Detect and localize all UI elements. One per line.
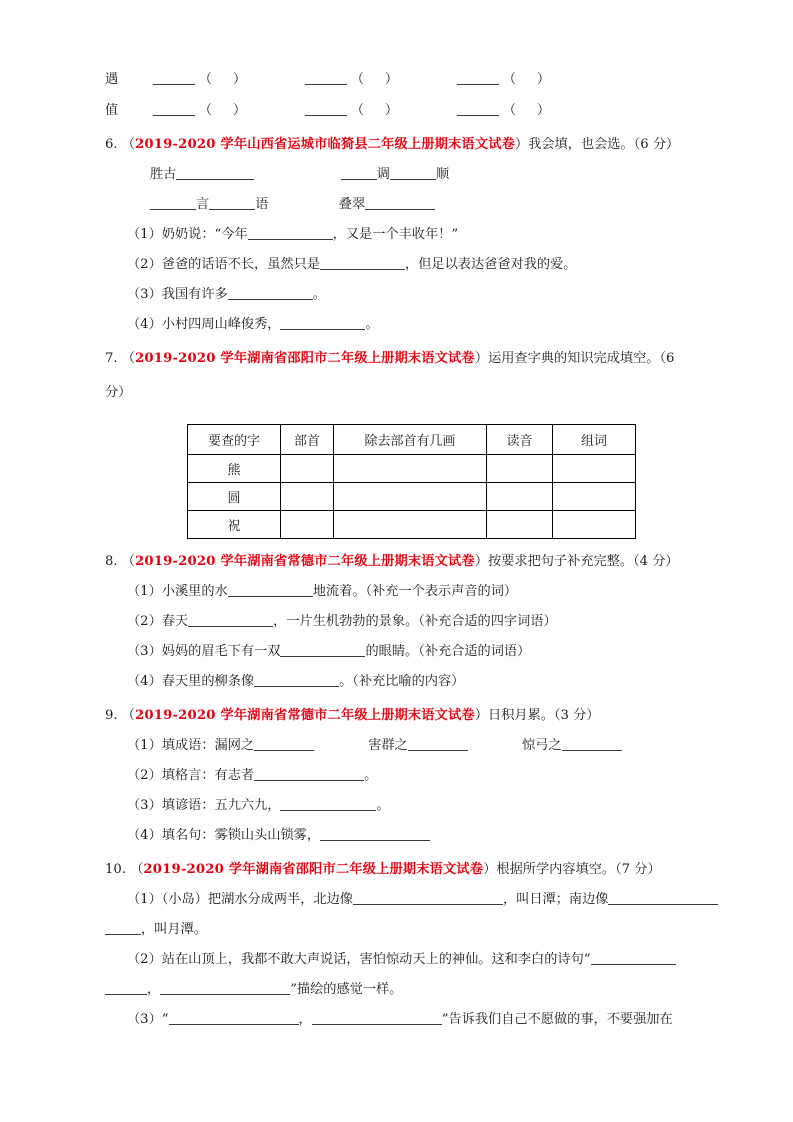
idiom-mid: 言 <box>196 197 210 212</box>
question-prompt: 按要求把句子补充完整。（4 分） <box>488 554 679 569</box>
q8-item-2 <box>105 607 711 637</box>
item-label: （4） <box>127 317 162 332</box>
blank-line[interactable] <box>105 921 141 935</box>
item-text-before: 奶奶说：“今年 <box>161 227 248 242</box>
question-number: 9. <box>105 708 118 723</box>
blank-line[interactable] <box>341 166 377 180</box>
item-text-mid: ，叫日潭；南边像 <box>502 892 609 907</box>
table-header-cell: 组词 <box>553 425 636 455</box>
blank-line[interactable] <box>408 737 468 751</box>
row-char: 遇 <box>105 72 119 87</box>
q6-item-3 <box>105 280 711 310</box>
item-label: （2） <box>127 614 162 629</box>
paren-group: （ ） <box>502 103 551 118</box>
item-label: （2） <box>127 257 162 272</box>
paren-group: （ ） <box>198 72 247 87</box>
question-prompt-continued: 分） <box>105 385 132 400</box>
question-7-prompt-wrap <box>105 378 711 408</box>
blank-line[interactable] <box>105 981 147 995</box>
continuation-row-zhi <box>105 95 711 126</box>
q8-item-4 <box>105 667 711 697</box>
q10-item-1 <box>105 885 711 915</box>
blank-line[interactable] <box>280 797 376 811</box>
item-label: （1） <box>127 227 162 242</box>
idiom-prefix: 胜古 <box>150 167 177 182</box>
item-label: （2） <box>127 768 162 783</box>
item-text-after: 。（补充比喻的内容） <box>339 674 465 689</box>
item-text-after: ，又是一个丰收年！” <box>332 227 459 242</box>
table-header-cell: 部首 <box>281 425 334 455</box>
exam-source-label: 2019-2020 学年湖南省邵阳市二年级上册期末语文试卷 <box>134 351 475 366</box>
item-text-before: 填名句：雾锁山头山锁雾， <box>161 828 321 843</box>
blank-line[interactable] <box>188 613 273 627</box>
table-cell-char: 圆 <box>188 483 281 511</box>
item-label: （3） <box>127 287 162 302</box>
question-number: 7. <box>105 351 118 366</box>
q10-item-1-wrap <box>105 915 711 945</box>
dictionary-table-wrapper <box>105 424 711 539</box>
table-cell-input[interactable] <box>334 455 487 483</box>
table-cell-input[interactable] <box>281 511 334 539</box>
blank-line[interactable] <box>176 166 254 180</box>
item-label: （3） <box>127 1012 162 1027</box>
question-number: 10. <box>105 862 126 877</box>
question-9-header <box>105 701 711 731</box>
table-cell-input[interactable] <box>281 483 334 511</box>
item-text-before: 填谚语：五九六九， <box>161 798 281 813</box>
table-cell-input[interactable] <box>553 511 636 539</box>
item-text-before: 填成语：漏网之 <box>161 738 255 753</box>
q10-item-3 <box>105 1005 711 1035</box>
item-text-mid-2: 惊弓之 <box>522 738 562 753</box>
item-text-after: ，但足以表达爸爸对我的爱。 <box>405 257 577 272</box>
item-text-after: ”告诉我们自己不愿做的事，不要强加在 <box>441 1012 673 1027</box>
blank-line[interactable] <box>280 316 365 330</box>
item-text-after: 地流着。（补充一个表示声音的词） <box>312 584 518 599</box>
paren-open: （ <box>121 351 135 366</box>
paren-open: （ <box>121 137 135 152</box>
question-prompt: 日积月累。（3 分） <box>488 708 600 723</box>
blank-line[interactable] <box>305 71 347 85</box>
blank-line[interactable] <box>254 737 314 751</box>
exam-source-label: 2019-2020 学年山西省运城市临猗县二年级上册期末语文试卷 <box>134 137 515 152</box>
blank-line[interactable] <box>153 102 195 116</box>
table-header-cell: 读音 <box>487 425 553 455</box>
table-cell-input[interactable] <box>553 455 636 483</box>
item-text-wrap-mid: ， <box>147 982 161 997</box>
q8-item-3 <box>105 637 711 667</box>
item-text-before: 春天里的柳条像 <box>161 674 255 689</box>
item-label: （3） <box>127 798 162 813</box>
paren-group: （ ） <box>350 103 399 118</box>
q6-idiom-row-2 <box>105 190 711 220</box>
q10-item-2 <box>105 945 711 975</box>
blank-line[interactable] <box>562 737 622 751</box>
question-prompt: 运用查字典的知识完成填空。（6 <box>488 351 675 366</box>
blank-line[interactable] <box>312 1011 442 1025</box>
item-text-after: 。 <box>312 287 326 302</box>
item-text-before: 小溪里的水 <box>161 584 228 599</box>
item-text-before: 站在山顶上，我都不敢大声说话，害怕惊动天上的神仙。这和李白的诗句“ <box>161 952 591 967</box>
item-text-after: 。 <box>376 798 390 813</box>
item-text-wrap-after: ，叫月潭。 <box>141 922 207 937</box>
blank-line[interactable] <box>457 71 499 85</box>
blank-line[interactable] <box>228 286 313 300</box>
blank-line[interactable] <box>160 981 290 995</box>
blank-line[interactable] <box>457 102 499 116</box>
item-text-before: 小村四周山峰俊秀， <box>161 317 281 332</box>
item-label: （4） <box>127 828 162 843</box>
item-text-before: 爸爸的话语不长，虽然只是 <box>161 257 321 272</box>
idiom-suffix: 语 <box>255 197 269 212</box>
paren-close: ） <box>474 708 489 723</box>
item-text-before: 填格言：有志者 <box>161 768 255 783</box>
q6-idiom-row-1 <box>105 160 711 190</box>
blank-line[interactable] <box>280 643 365 657</box>
blank-line[interactable] <box>254 767 364 781</box>
exam-source-label: 2019-2020 学年湖南省常德市二年级上册期末语文试卷 <box>134 708 475 723</box>
item-label: （1） <box>127 892 162 907</box>
table-header-cell: 除去部首有几画 <box>334 425 487 455</box>
q8-item-1 <box>105 577 711 607</box>
item-label: （1） <box>127 584 162 599</box>
idiom-prefix: 叠翠 <box>338 197 366 212</box>
q9-item-4 <box>105 821 711 851</box>
blank-line[interactable] <box>248 226 333 240</box>
table-cell-input[interactable] <box>487 483 553 511</box>
item-label: （4） <box>127 674 162 689</box>
question-prompt: 我会填，也会选。（6 分） <box>528 137 680 152</box>
paren-close: ） <box>474 351 489 366</box>
paren-open: （ <box>121 554 135 569</box>
table-row <box>188 483 636 511</box>
item-label: （1） <box>127 738 162 753</box>
item-text-after: 的眼睛。（补充合适的词语） <box>365 644 531 659</box>
table-row <box>188 511 636 539</box>
item-quote-open: “ <box>161 1012 169 1027</box>
q9-item-1 <box>105 731 711 761</box>
item-text-after: 。 <box>365 317 379 332</box>
paren-open: （ <box>130 862 144 877</box>
question-7-header <box>105 344 711 374</box>
idiom-suffix: 顺 <box>435 167 450 182</box>
table-cell-input[interactable] <box>334 511 487 539</box>
paren-group: （ ） <box>350 72 399 87</box>
blank-line[interactable] <box>305 102 347 116</box>
question-prompt: 根据所学内容填空。（7 分） <box>496 862 661 877</box>
item-text-before: 我国有许多 <box>161 287 228 302</box>
dictionary-lookup-table <box>187 424 636 539</box>
paren-close: ） <box>483 862 497 877</box>
blank-line[interactable] <box>591 951 676 965</box>
question-number: 8. <box>105 554 118 569</box>
item-text-mid-1: 害群之 <box>368 738 408 753</box>
row-char: 值 <box>105 103 119 118</box>
item-text-before: 妈妈的眉毛下有一双 <box>161 644 281 659</box>
blank-line[interactable] <box>228 583 313 597</box>
q6-item-2 <box>105 250 711 280</box>
item-text-mid: ， <box>298 1012 312 1027</box>
blank-line[interactable] <box>365 196 435 210</box>
paren-close: ） <box>514 137 529 152</box>
item-text-after: ，一片生机勃勃的景象。（补充合适的四字词语） <box>273 614 557 629</box>
blank-line[interactable] <box>608 891 718 905</box>
question-8-header <box>105 547 711 577</box>
item-label: （2） <box>127 952 162 967</box>
q9-item-2 <box>105 761 711 791</box>
item-text-wrap-after: ”描绘的感觉一样。 <box>290 982 403 997</box>
table-cell-input[interactable] <box>281 455 334 483</box>
paren-open: （ <box>121 708 135 723</box>
table-cell-input[interactable] <box>487 455 553 483</box>
question-6-header <box>105 130 711 160</box>
item-text-before: （小岛）把湖水分成两半，北边像 <box>161 892 353 907</box>
table-cell-input[interactable] <box>553 483 636 511</box>
table-header-cell: 要查的字 <box>188 425 281 455</box>
table-header-row <box>188 425 636 455</box>
blank-line[interactable] <box>150 196 196 210</box>
continuation-row-yu <box>105 64 711 95</box>
paren-close: ） <box>474 554 489 569</box>
table-cell-char: 熊 <box>188 455 281 483</box>
blank-line[interactable] <box>169 1011 299 1025</box>
blank-line[interactable] <box>153 71 195 85</box>
blank-line[interactable] <box>353 891 503 905</box>
question-10-header <box>105 855 711 885</box>
q9-item-3 <box>105 791 711 821</box>
blank-line[interactable] <box>320 256 405 270</box>
idiom-mid: 调 <box>376 167 390 182</box>
blank-line[interactable] <box>320 827 430 841</box>
item-label: （3） <box>127 644 162 659</box>
paren-group: （ ） <box>198 103 247 118</box>
exam-source-label: 2019-2020 学年湖南省邵阳市二年级上册期末语文试卷 <box>143 862 484 877</box>
question-number: 6. <box>105 137 118 152</box>
table-cell-input[interactable] <box>334 483 487 511</box>
table-cell-input[interactable] <box>487 511 553 539</box>
paren-group: （ ） <box>502 72 551 87</box>
exam-source-label: 2019-2020 学年湖南省常德市二年级上册期末语文试卷 <box>134 554 475 569</box>
q6-item-4 <box>105 310 711 340</box>
q6-item-1 <box>105 220 711 250</box>
blank-line[interactable] <box>254 673 339 687</box>
q10-item-2-wrap <box>105 975 711 1005</box>
table-row <box>188 455 636 483</box>
blank-line[interactable] <box>209 196 255 210</box>
item-text-after: 。 <box>364 768 378 783</box>
table-cell-char: 祝 <box>188 511 281 539</box>
item-text-before: 春天 <box>161 614 189 629</box>
blank-line[interactable] <box>390 166 436 180</box>
worksheet-page <box>105 64 711 1035</box>
